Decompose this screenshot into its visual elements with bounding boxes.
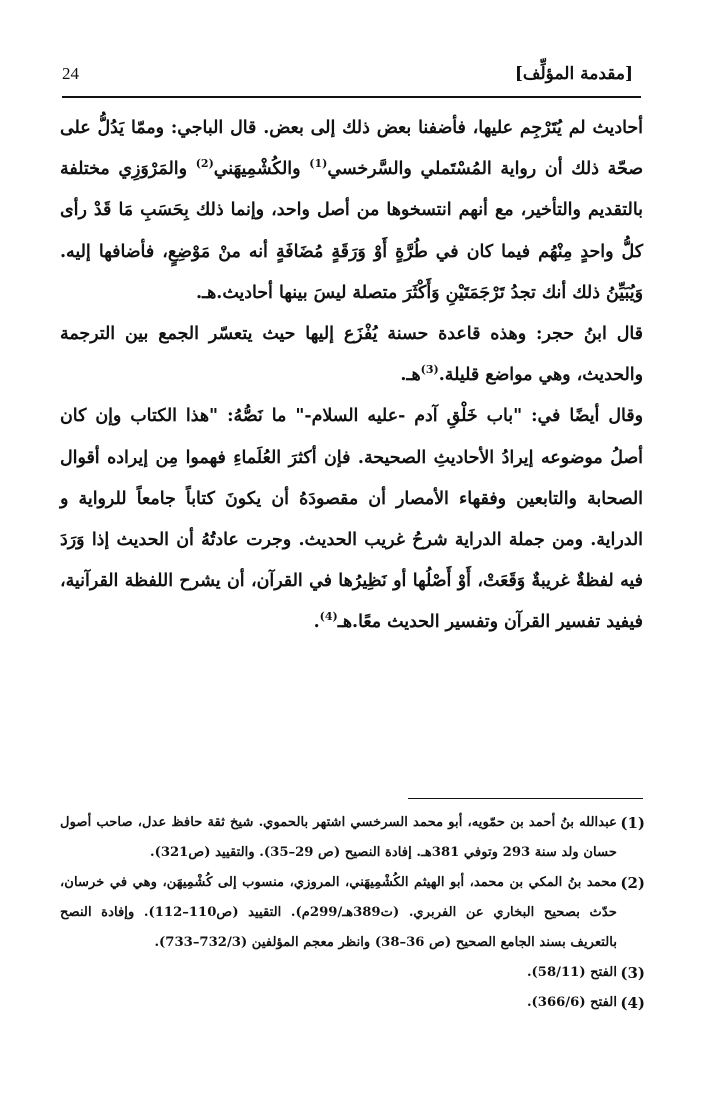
paragraph-3 bbox=[60, 396, 643, 643]
footnote-ref[interactable]: (2) bbox=[195, 157, 214, 171]
footnote-item bbox=[60, 958, 645, 988]
footnote-separator bbox=[408, 798, 643, 799]
footnote-number: (1) bbox=[620, 814, 645, 832]
footnote-text: عبدالله بنُ أحمد بن حمّويه، أبو محمد السرخسي اشتهر بالحموي. شيخ ثقة حافظ عدل، صاحب أصول حسان ولد سنة 293 وتوفي 381هـ. إفادة النصيح (ص 29–35). والتقييد (ص321). bbox=[60, 815, 617, 860]
running-header-title: [مقدمة المؤلِّف] bbox=[514, 64, 633, 84]
footnote-number: (3) bbox=[620, 964, 645, 982]
paragraph-text: أحاديث لم يُتَرْجِم عليها، فأضفنا بعض ذلك إلى بعض. قال الباجي: وممّا يَدُلُّ على صحّة ذلك أن رواية المُسْتَملي والسَّرخسي bbox=[60, 118, 643, 180]
paragraph-text: . bbox=[313, 612, 320, 633]
footnote-number: (4) bbox=[620, 994, 645, 1012]
header-rule bbox=[62, 96, 641, 98]
footnotes bbox=[60, 808, 645, 1018]
paragraph-text: هـ. bbox=[400, 365, 421, 386]
footnote-item bbox=[60, 988, 645, 1018]
footnote-number: (2) bbox=[620, 874, 645, 892]
footnote-text: الفتح (58/11). bbox=[526, 965, 617, 980]
footnote-item bbox=[60, 808, 645, 868]
footnote-text: الفتح (366/6). bbox=[526, 995, 617, 1010]
paragraph-2 bbox=[60, 314, 643, 396]
paragraph-text: والمَرْوَزِي مختلفة بالتقديم والتأخير، مع أنهم انتسخوها من أصل واحد، وإنما ذلك بِحَسَبِ مَا قَدْ رأى كلُّ واحدٍ مِنْهُم فيما كان في طُرَّةٍ أَوْ وَرَقَةٍ مُضَافَةٍ أنه منْ مَوْضِعٍ، فأضافها إليه. وَيُبَيِّنُ ذلك أنك تجدُ تَرْجَمَتَيْنِ وَأَكْثَرَ متصلة ليسَ بينها أحاديث.هـ. bbox=[60, 159, 643, 303]
footnote-ref[interactable]: (3) bbox=[420, 363, 439, 377]
paragraph-1 bbox=[60, 108, 643, 314]
footnote-ref[interactable]: (1) bbox=[309, 157, 328, 171]
footnote-text: محمد بنُ المكي بن محمد، أبو الهيثم الكُشْمِيهَني، المروزي، منسوب إلى كُشْمِيهَن، وهي في خرسان، حدّث بصحيح البخاري عن الفربري. (ت389هـ/299م). التقييد (ص110–112). وإفادة النصح بالتعريف بسند الجامع الصحيح (ص 36–38) وانظر معجم المؤلفين (732/3–733). bbox=[60, 875, 617, 950]
footnote-ref[interactable]: (4) bbox=[319, 610, 338, 624]
paragraph-text: وقال أيضًا في: "باب خَلْقِ آدم -عليه السلام-" ما نَصُّهُ: "هذا الكتاب وإن كان أصلُ موضوعه إيرادُ الأحاديثِ الصحيحة. فإن أكثرَ العُلَماءِ فهموا مِن إيراده أقوال الصحابة والتابعين وفقهاء الأمصار أن مقصودَهُ أن يكونَ كتاباً جامعاً للرواية و الدراية. ومن جملة الدراية شرحُ غريب الحديث. وجرت عادتُهُ أن الحديث إذا وَرَدَ فيه لفظةٌ غريبةٌ وَقَعَتْ، أَوْ أَصْلُها أو نَظِيرُها في القرآن، أن يشرح اللفظة القرآنية، فيفيد تفسير القرآن وتفسير الحديث معًا.هـ bbox=[60, 406, 643, 633]
paragraph-text: والكُشْمِيهَني bbox=[213, 159, 310, 180]
page-number: 24 bbox=[62, 64, 79, 83]
footnote-item bbox=[60, 868, 645, 958]
main-text bbox=[60, 108, 643, 644]
paragraph-text: قال ابنُ حجر: وهذه قاعدة حسنة يُفْزَع إليها حيث يتعسّر الجمع بين الترجمة والحديث، وهي مواضع قليلة. bbox=[60, 324, 643, 386]
